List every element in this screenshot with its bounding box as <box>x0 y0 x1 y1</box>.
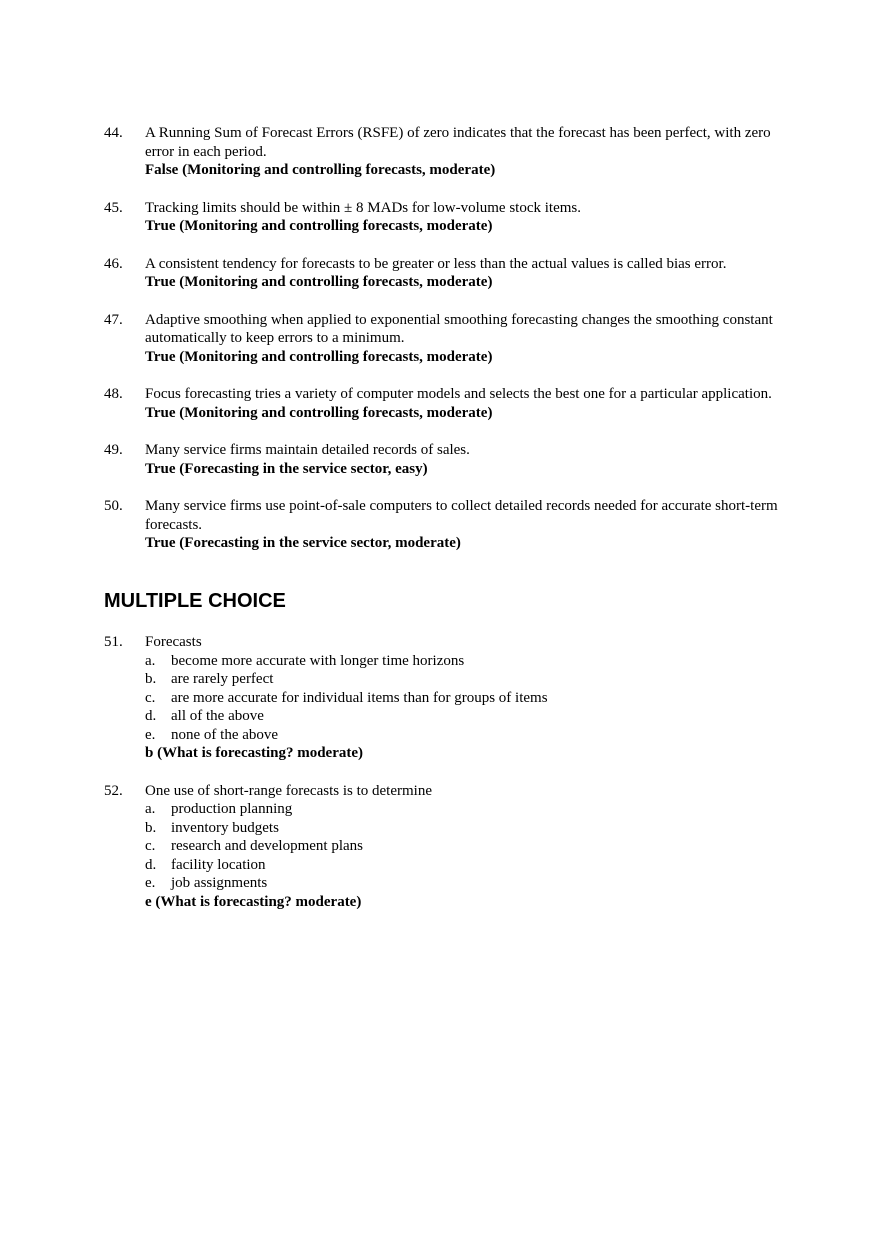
answer-key: True (Monitoring and controlling forecasts, moderate) <box>145 404 493 421</box>
option-text: are more accurate for individual items than for groups of items <box>171 689 548 706</box>
question-number: 50. <box>104 498 123 514</box>
answer-option <box>145 856 784 875</box>
question-number: 47. <box>104 311 123 328</box>
answer-option <box>145 800 784 819</box>
answer-option <box>145 652 784 671</box>
question-46 <box>104 255 784 292</box>
answer-option <box>145 707 784 726</box>
question-text: A Running Sum of Forecast Errors (RSFE) of zero indicates that the forecast has been perfect, with zero error in each period. <box>145 125 771 160</box>
answer-key: e (What is forecasting? moderate) <box>145 893 362 910</box>
question-47 <box>104 311 784 367</box>
question-number: 49. <box>104 442 123 458</box>
option-letter: b. <box>145 819 157 836</box>
answer-key: False (Monitoring and controlling forecasts, moderate) <box>145 162 496 178</box>
option-letter: d. <box>145 856 157 873</box>
option-text: become more accurate with longer time horizons <box>171 652 465 669</box>
answer-key: True (Forecasting in the service sector, moderate) <box>145 535 461 551</box>
option-letter: c. <box>145 838 156 854</box>
question-text: A consistent tendency for forecasts to be greater or less than the actual values is called bias error. <box>145 255 727 272</box>
answer-option <box>145 819 784 838</box>
question-52 <box>104 782 784 912</box>
option-letter: d. <box>145 708 157 724</box>
answer-option <box>145 726 784 745</box>
answer-option <box>145 837 784 856</box>
question-text: Tracking limits should be within ± 8 MADs for low-volume stock items. <box>145 199 581 216</box>
question-text: Forecasts <box>145 634 202 650</box>
question-number: 46. <box>104 255 123 272</box>
multiple-choice-list <box>104 633 784 930</box>
question-number: 45. <box>104 199 123 216</box>
option-text: inventory budgets <box>171 819 279 836</box>
true-false-list <box>104 124 784 572</box>
section-heading: MULTIPLE CHOICE <box>104 590 286 612</box>
option-text: facility location <box>171 856 266 873</box>
question-text: Many service firms maintain detailed records of sales. <box>145 442 470 458</box>
option-letter: e. <box>145 726 156 743</box>
question-45 <box>104 199 784 236</box>
option-letter: c. <box>145 689 156 706</box>
option-text: research and development plans <box>171 838 364 854</box>
question-number: 51. <box>104 634 123 650</box>
option-text: job assignments <box>171 875 268 891</box>
question-49 <box>104 441 784 478</box>
answer-key: True (Monitoring and controlling forecasts, moderate) <box>145 274 493 290</box>
answer-option <box>145 670 784 689</box>
option-letter: a. <box>145 652 156 669</box>
option-letter: a. <box>145 801 156 817</box>
option-text: production planning <box>171 801 293 817</box>
answer-key: True (Monitoring and controlling forecasts, moderate) <box>145 348 493 365</box>
answer-option <box>145 874 784 893</box>
answer-key: b (What is forecasting? moderate) <box>145 745 364 761</box>
question-text: Adaptive smoothing when applied to exponential smoothing forecasting changes the smoothing constant automatically to keep errors to a minimum. <box>145 311 773 346</box>
option-text: all of the above <box>171 708 264 724</box>
question-51 <box>104 633 784 763</box>
option-letter: e. <box>145 875 156 891</box>
answer-key: True (Forecasting in the service sector, easy) <box>145 460 428 477</box>
question-number: 44. <box>104 125 123 141</box>
answer-key: True (Monitoring and controlling forecasts, moderate) <box>145 218 493 234</box>
question-number: 52. <box>104 782 123 799</box>
answer-option <box>145 689 784 708</box>
question-number: 48. <box>104 386 123 402</box>
question-text: Many service firms use point-of-sale computers to collect detailed records needed for accurate short-term forecasts. <box>145 498 778 533</box>
question-44 <box>104 124 784 180</box>
question-text: One use of short-range forecasts is to determine <box>145 782 432 799</box>
question-text: Focus forecasting tries a variety of computer models and selects the best one for a particular application. <box>145 386 772 402</box>
option-text: none of the above <box>171 726 279 743</box>
option-letter: b. <box>145 671 157 687</box>
question-48 <box>104 385 784 422</box>
option-text: are rarely perfect <box>171 671 274 687</box>
question-50 <box>104 497 784 553</box>
